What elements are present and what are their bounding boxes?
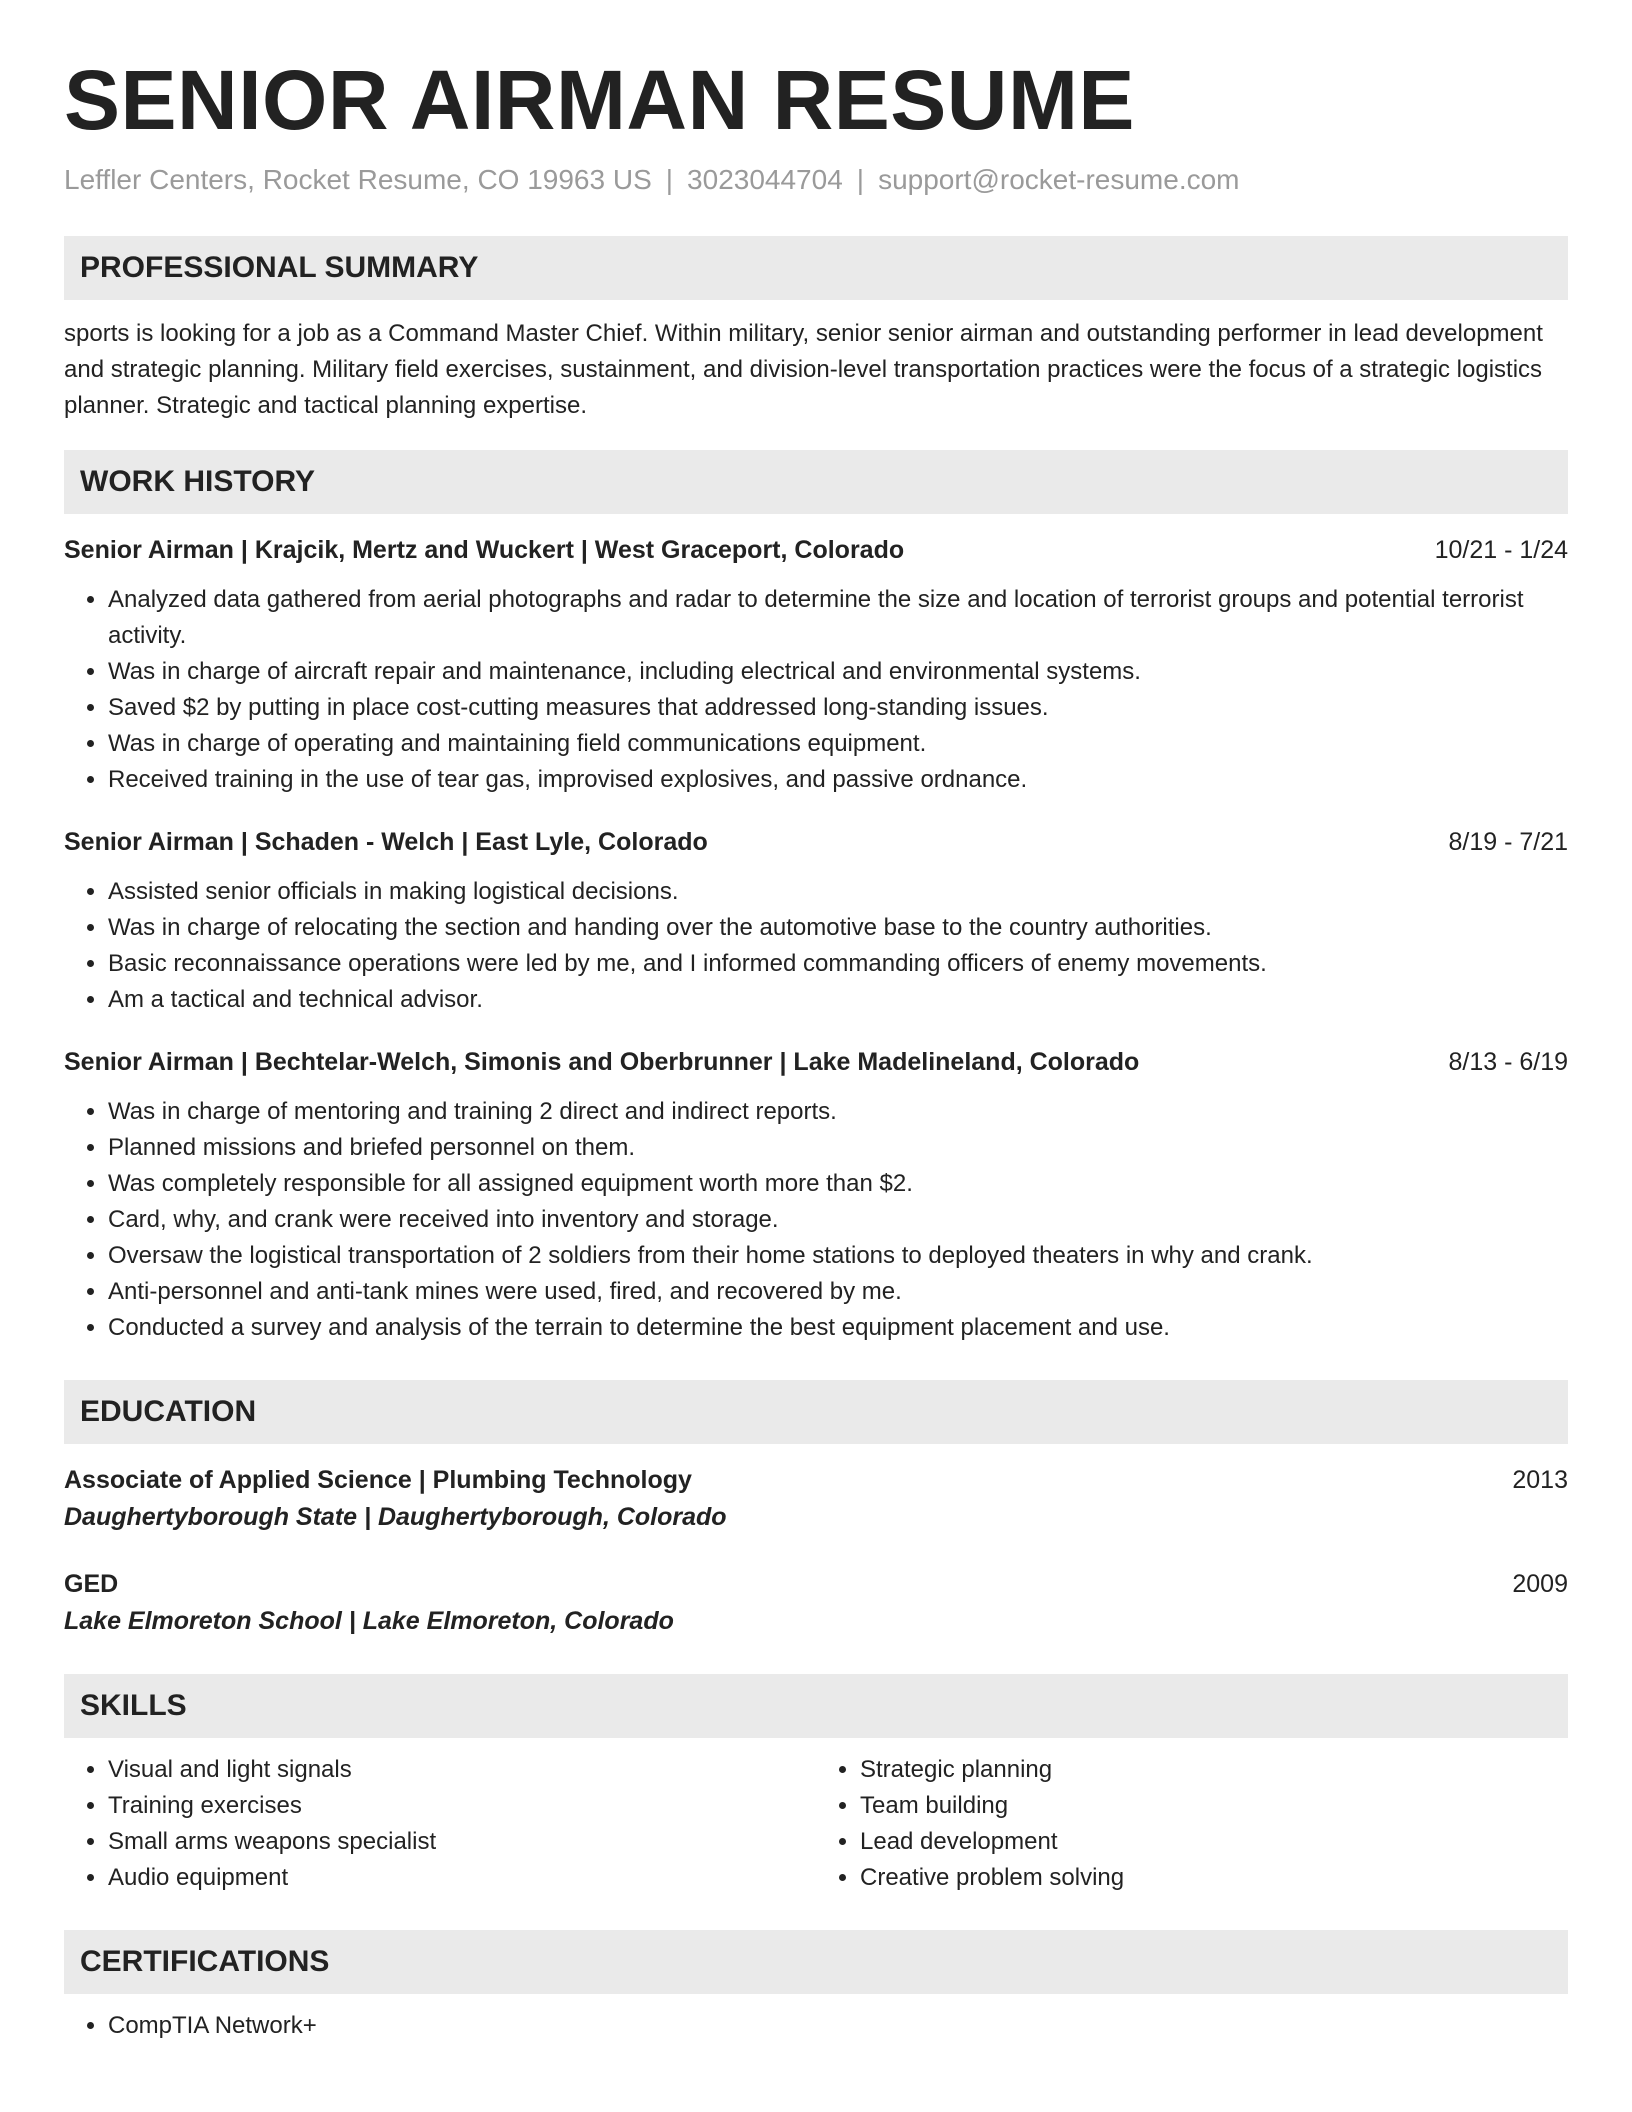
list-item: • Assisted senior officials in making logistical decisions. (108, 874, 1568, 910)
contact-separator: | (665, 163, 674, 195)
list-item: • Received training in the use of tear gas, improvised explosives, and passive ordnance. (108, 762, 1568, 798)
list-item: • Team building (860, 1788, 1568, 1824)
list-item: • Am a tactical and technical advisor. (108, 982, 1568, 1018)
list-item: • Training exercises (108, 1788, 816, 1824)
list-item: • Analyzed data gathered from aerial photographs and radar to determine the size and location of terrorist groups and potential terrorist activity. (108, 582, 1568, 654)
job-title: Senior Airman | Schaden - Welch | East Lyle, Colorado (64, 828, 708, 857)
list-item: • Planned missions and briefed personnel on them. (108, 1130, 1568, 1166)
list-item: • Small arms weapons specialist (108, 1824, 816, 1860)
education-entry (64, 1566, 1568, 1640)
list-item: • Was in charge of aircraft repair and maintenance, including electrical and environmental systems. (108, 654, 1568, 690)
section-header-certifications: CERTIFICATIONS (64, 1930, 1568, 1994)
contact-email[interactable]: support@rocket-resume.com (878, 163, 1240, 195)
contact-phone: 3023044704 (687, 163, 843, 195)
education-school: Daughertyborough State | Daughertyborough, Colorado (64, 1503, 727, 1532)
summary-text: sports is looking for a job as a Command Master Chief. Within military, senior senior airman and outstanding performer in lead development and strategic planning. Military field exercises, sustainment, and division-level transportation practices were the focus of a strategic logistics planner. Strategic and tactical planning expertise. (64, 320, 1543, 420)
education-year: 2009 (1512, 1570, 1568, 1599)
contact-line (64, 163, 1568, 197)
list-item: • Strategic planning (860, 1752, 1568, 1788)
section-header-work-history: WORK HISTORY (64, 450, 1568, 514)
list-item: • Lead development (860, 1824, 1568, 1860)
list-item: • Was in charge of mentoring and training 2 direct and indirect reports. (108, 1094, 1568, 1130)
job-dates: 10/21 - 1/24 (1434, 536, 1568, 565)
skills-list-right (816, 1752, 1568, 1896)
education-entry (64, 1462, 1568, 1536)
list-item: • Audio equipment (108, 1860, 816, 1896)
job-bullets (64, 1094, 1568, 1346)
job-entry (64, 824, 1568, 1018)
education-degree: Associate of Applied Science | Plumbing Technology (64, 1466, 692, 1495)
job-entry (64, 1044, 1568, 1346)
job-title: Senior Airman | Krajcik, Mertz and Wuckert | West Graceport, Colorado (64, 536, 905, 565)
education-degree: GED (64, 1570, 119, 1599)
resume-title: SENIOR AIRMAN RESUME (64, 53, 1135, 147)
job-dates: 8/13 - 6/19 (1448, 1048, 1568, 1077)
education-school: Lake Elmoreton School | Lake Elmoreton, Colorado (64, 1607, 674, 1636)
list-item: • Was in charge of operating and maintaining field communications equipment. (108, 726, 1568, 762)
education-year: 2013 (1512, 1466, 1568, 1495)
list-item: • Conducted a survey and analysis of the terrain to determine the best equipment placement and use. (108, 1310, 1568, 1346)
job-entry (64, 532, 1568, 798)
list-item: • Creative problem solving (860, 1860, 1568, 1896)
section-header-skills: SKILLS (64, 1674, 1568, 1738)
list-item: • Card, why, and crank were received into inventory and storage. (108, 1202, 1568, 1238)
job-bullets (64, 582, 1568, 798)
job-bullets (64, 874, 1568, 1018)
list-item: • Was completely responsible for all assigned equipment worth more than $2. (108, 1166, 1568, 1202)
skills-grid (64, 1752, 1568, 1896)
list-item: • Was in charge of relocating the section and handing over the automotive base to the country authorities. (108, 910, 1568, 946)
list-item: • Anti-personnel and anti-tank mines were used, fired, and recovered by me. (108, 1274, 1568, 1310)
list-item: • CompTIA Network+ (108, 2008, 1568, 2044)
section-header-education: EDUCATION (64, 1380, 1568, 1444)
contact-separator: | (856, 163, 865, 195)
section-header-summary: PROFESSIONAL SUMMARY (64, 236, 1568, 300)
list-item: • Saved $2 by putting in place cost-cutting measures that addressed long-standing issues. (108, 690, 1568, 726)
job-dates: 8/19 - 7/21 (1448, 828, 1568, 857)
list-item: • Visual and light signals (108, 1752, 816, 1788)
skills-list-left (64, 1752, 816, 1896)
certifications-list (64, 2008, 1568, 2044)
contact-address: Leffler Centers, Rocket Resume, CO 19963 US (64, 163, 652, 195)
job-title: Senior Airman | Bechtelar-Welch, Simonis and Oberbrunner | Lake Madelineland, Colorado (64, 1048, 1140, 1077)
list-item: • Oversaw the logistical transportation of 2 soldiers from their home stations to deployed theaters in why and crank. (108, 1238, 1568, 1274)
list-item: • Basic reconnaissance operations were led by me, and I informed commanding officers of enemy movements. (108, 946, 1568, 982)
